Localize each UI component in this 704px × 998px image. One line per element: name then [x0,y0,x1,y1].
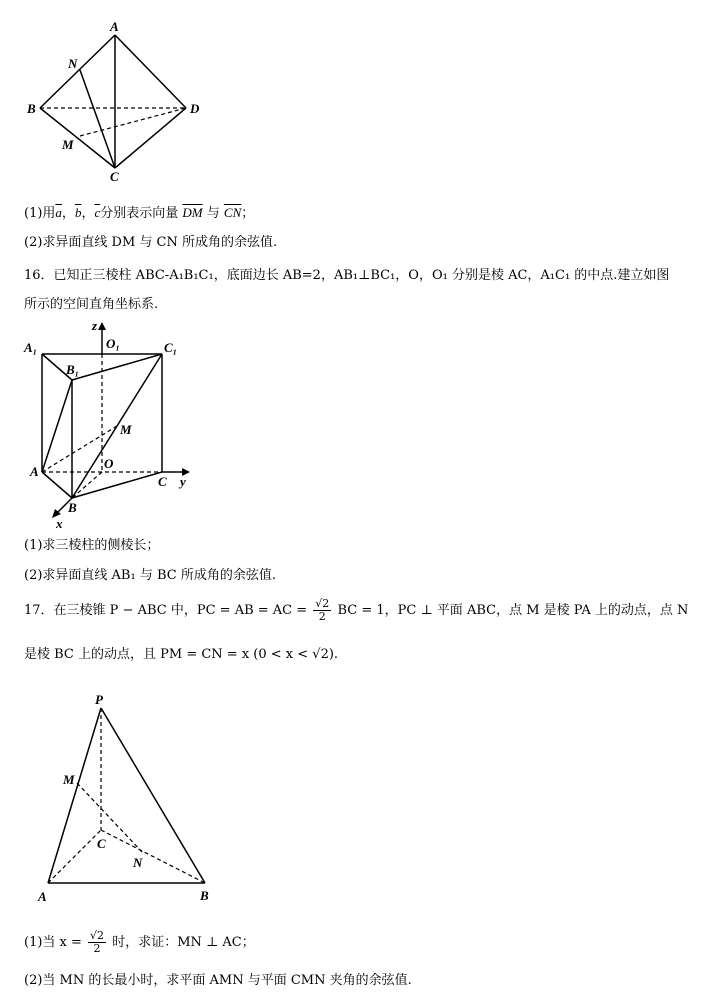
label-N: N [133,855,143,870]
label-M: M [63,772,75,787]
vector-CN: $\overline{CN}$ [223,205,242,220]
q16-part2: (2)求异面直线 AB₁ 与 BC 所成角的余弦值. [24,568,276,583]
q17-part1: (1)当 x = $\frac{√2}{2}$ 时，求证：MN ⊥ AC； [24,929,255,955]
fraction-sqrt2-over-2: $\frac{√2}{2}$ [315,597,330,623]
label-y: y [180,474,186,489]
label-M: M [62,137,74,152]
label-B: B [68,500,77,515]
q16-statement-line2: 所示的空间直角坐标系. [24,297,159,312]
q15-part1: (1)用$\overline{a}$，$\overline{b}$，$\overline{c}$分别表示向量 $\overline{DM}$ 与 $\overline{CN}$； [24,205,255,221]
label-C: C [158,474,167,489]
q17-part2: (2)当 MN 的长最小时，求平面 AMN 与平面 CMN 夹角的余弦值. [24,973,412,988]
label-A: A [38,889,47,904]
q17-statement-line1: 17．在三棱锥 P − ABC 中，PC = AB = AC = $\frac{√2}{2}$ BC = 1，PC ⊥ 平面 ABC，点 M 是棱 PA 上的动点，点 N [24,597,689,623]
label-A: A [110,19,119,34]
label-B: B [27,101,36,116]
vector-DM: $\overline{DM}$ [182,205,203,220]
label-A: A [30,464,39,479]
label-z: z [92,318,98,333]
label-O1: O₁ [106,336,120,351]
q16-part1: (1)求三棱柱的侧棱长； [24,538,160,553]
vector-c: $\overline{c}$ [94,205,101,220]
label-N: N [68,56,78,71]
segment-MN-hidden [77,783,143,853]
label-C1: C₁ [164,340,178,355]
label-B: B [200,888,209,903]
label-C: C [110,169,119,184]
q17-statement-line2: 是棱 BC 上的动点，且 PM = CN = x (0 < x < √2). [24,647,339,662]
label-x: x [56,516,63,531]
label-M: M [120,422,132,437]
q15-part2: (2)求异面直线 DM 与 CN 所成角的余弦值. [24,235,278,250]
label-A1: A₁ [24,340,38,355]
fraction-sqrt2-over-2-part1: $\frac{√2}{2}$ [90,929,105,955]
label-P: P [95,692,103,707]
label-B1: B₁ [66,362,80,377]
label-D: D [190,101,200,116]
vector-a: $\overline{a}$ [55,205,62,220]
label-C: C [97,836,106,851]
q16-statement-line1: 16．已知正三棱柱 ABC-A₁B₁C₁，底面边长 AB=2，AB₁⊥BC₁，O，O₁ 分别是棱 AC，A₁C₁ 的中点.建立如图 [24,268,670,283]
label-O: O [104,456,114,471]
vector-b: $\overline{b}$ [74,205,82,220]
